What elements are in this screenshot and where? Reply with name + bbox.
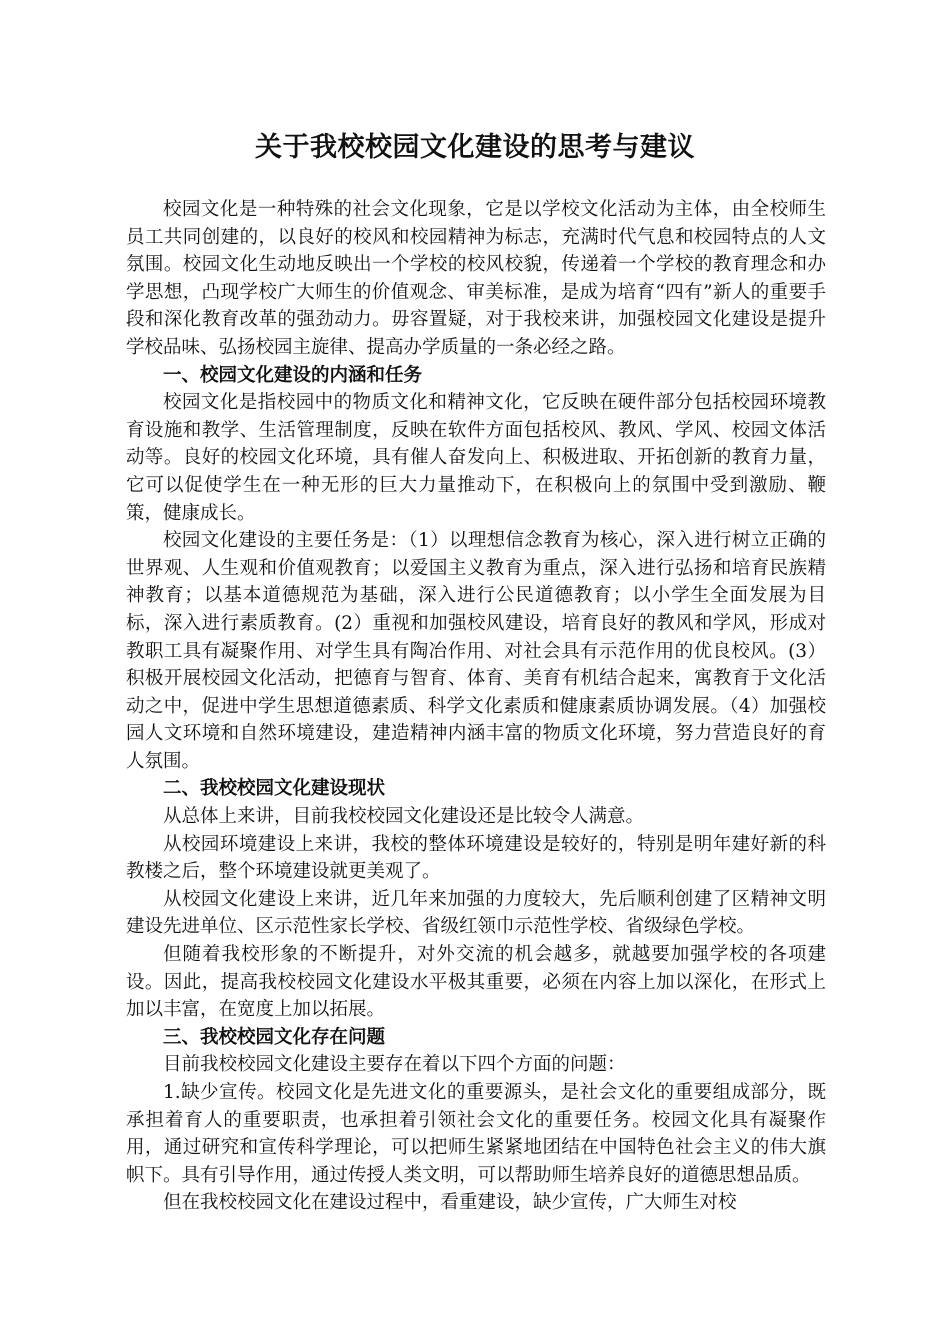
- body-paragraph: 校园文化建设的主要任务是：（1）以理想信念教育为核心，深入进行树立正确的世界观、人生观和价值观教育；以爱国主义教育为重点，深入进行弘扬和培育民族精神教育；以基本道德规范为基础，深入进行公民道德教育；以小学生全面发展为目标，深入进行素质教育。(2）重视和加强校风建设，培育良好的教风和学风，形成对教职工具有凝聚作用、对学生具有陶冶作用、对社会具有示范作用的优良校风。(3）积极开展校园文化活动，把德育与智育、体育、美育有机结合起来，寓教育于文化活动之中，促进中学生思想道德素质、科学文化素质和健康素质协调发展。（4）加强校园人文环境和自然环境建设，建造精神内涵丰富的物质文化环境，努力营造良好的育人氛围。: [126, 530, 826, 772]
- body-paragraph: 从校园文化建设上来讲，近几年来加强的力度较大，先后顺利创建了区精神文明建设先进单位、区示范性家长学校、省级红领巾示范性学校、省级绿色学校。: [126, 888, 826, 938]
- body-paragraph: 从校园环境建设上来讲，我校的整体环境建设是较好的，特别是明年建好新的科教楼之后，整个环境建设就更美观了。: [126, 833, 826, 883]
- intro-paragraph: 校园文化是一种特殊的社会文化现象，它是以学校文化活动为主体，由全校师生员工共同创建的，以良好的校风和校园精神为标志，充满时代气息和校园特点的人文氛围。校园文化生动地反映出一个学校的校风校貌，传递着一个学校的教育理念和办学思想，凸现学校广大师生的价值观念、审美标准，是成为培育“四有”新人的重要手段和深化教育改革的强劲动力。毋容置疑，对于我校来讲，加强校园文化建设是提升学校品味、弘扬校园主旋律、提高办学质量的一条必经之路。: [126, 199, 826, 358]
- document-body: [126, 196, 826, 1217]
- body-paragraph: 但随着我校形象的不断提升，对外交流的机会越多，就越要加强学校的各项建设。因此，提高我校校园文化建设水平极其重要，必须在内容上加以深化，在形式上加以丰富，在宽度上加以拓展。: [126, 944, 826, 1021]
- section-heading-2: 二、我校校园文化建设现状: [163, 778, 386, 800]
- body-paragraph: 但在我校校园文化在建设过程中，看重建设，缺少宣传，广大师生对校: [163, 1192, 737, 1214]
- document-title: 关于我校校园文化建设的思考与建议: [255, 132, 695, 163]
- body-paragraph: 目前我校校园文化建设主要存在着以下四个方面的问题：: [163, 1054, 626, 1076]
- body-paragraph: 校园文化是指校园中的物质文化和精神文化，它反映在硬件部分包括校园环境教育设施和教学、生活管理制度，反映在软件方面包括校风、教风、学风、校园文体活动等。良好的校园文化环境，具有催人奋发向上、积极进取、开拓创新的教育力量，它可以促使学生在一种无形的巨大力量推动下，在积极向上的氛围中受到激励、鞭策，健康成长。: [126, 392, 826, 524]
- body-paragraph: 从总体上来讲，目前我校校园文化建设还是比较令人满意。: [163, 806, 645, 828]
- section-heading-1: 一、校园文化建设的内涵和任务: [163, 364, 423, 386]
- body-paragraph: 1.缺少宣传。校园文化是先进文化的重要源头，是社会文化的重要组成部分，既承担着育人的重要职责，也承担着引领社会文化的重要任务。校园文化具有凝聚作用，通过研究和宣传科学理论，可以把师生紧紧地团结在中国特色社会主义的伟大旗帜下。具有引导作用，通过传授人类文明，可以帮助师生培养良好的道德思想品质。: [126, 1082, 826, 1186]
- section-heading-3: 三、我校校园文化存在问题: [163, 1026, 386, 1048]
